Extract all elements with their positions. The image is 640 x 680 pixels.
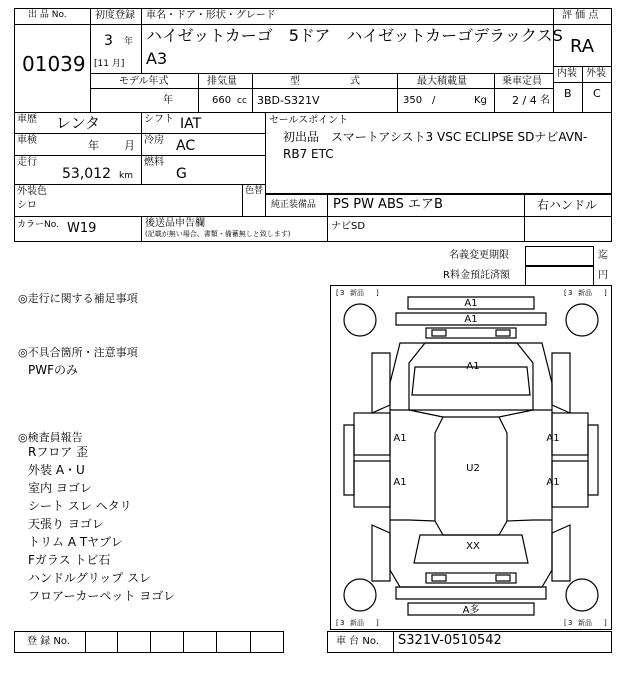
max-load-unit: Kg: [474, 95, 487, 106]
code-roof: U2: [466, 463, 480, 474]
capacity-value: 2 / 4: [512, 94, 537, 107]
first-reg-year: 3: [104, 33, 113, 49]
capacity-unit: 名: [540, 95, 550, 106]
code-rear-bumper: A多: [462, 605, 480, 616]
first-reg-month: [11 月]: [94, 59, 125, 69]
defects-label: ◎不具合箇所・注意事項: [18, 346, 138, 359]
shift-label: シフト: [144, 114, 174, 125]
exterior-score: C: [593, 87, 601, 100]
inspection-year-unit: 年: [88, 139, 99, 152]
tire-top-left-count: 3: [340, 289, 345, 297]
genuine-label: 純正装備品: [271, 200, 317, 210]
code-rear-glass: XX: [466, 541, 480, 552]
inspector-item: ハンドルグリップ スレ: [28, 571, 152, 585]
inspector-item: 室内 ヨゴレ: [28, 481, 92, 495]
year-unit: 年: [124, 37, 134, 47]
inspector-item: フロアーカーペット ヨゴレ: [28, 589, 176, 603]
svg-text:]: ]: [376, 619, 379, 627]
interior-score: B: [564, 87, 572, 100]
inspector-item: Rフロア 歪: [28, 445, 89, 459]
fuel-value: G: [176, 166, 187, 182]
reg-no-label: 登 録 No.: [27, 636, 70, 647]
inspector-item: トリム A Tヤブレ: [28, 535, 123, 549]
model-year-unit: 年: [163, 95, 173, 106]
history-value: レンタ: [56, 114, 101, 132]
interior-label: 内装: [557, 68, 577, 79]
color-no-box: [14, 216, 612, 242]
fuel-label: 燃料: [144, 157, 164, 168]
inspector-label: ◎検査員報告: [18, 431, 83, 444]
displacement-unit: cc: [237, 96, 247, 106]
mileage-unit: km: [119, 171, 133, 181]
inspection-label: 車検: [17, 135, 37, 146]
type-label-2: 式: [350, 76, 360, 87]
exterior-color-value: シロ: [17, 200, 37, 211]
code-right-rear-door: A1: [546, 477, 560, 488]
code-front-bumper: A1: [464, 298, 478, 309]
mileage-label: 走行: [17, 157, 37, 168]
svg-text:[: [: [564, 619, 567, 627]
recycle-unit: 円: [598, 270, 608, 281]
displacement-label: 排気量: [207, 76, 237, 87]
type-value: 3BD-S321V: [257, 94, 320, 107]
aftermarket-note: (記載が無い場合、書類・備蓄無しと致します): [145, 230, 291, 238]
aftermarket-label: 後送品申告欄: [145, 218, 205, 229]
inspector-item: シート スレ ヘタリ: [28, 499, 132, 513]
mileage-value: 53,012: [62, 166, 111, 182]
svg-text:[: [: [336, 289, 339, 297]
history-label: 車歴: [17, 114, 37, 125]
lot-number: 01039: [22, 52, 86, 76]
chassis-value: S321V-0510542: [398, 633, 502, 648]
tire-top-right-count: 3: [568, 289, 573, 297]
model-year-label: モデル年式: [119, 76, 169, 87]
ac-label: 冷房: [144, 135, 164, 146]
car-name-label: 車名・ドア・形状・グレード: [146, 10, 276, 21]
car-grade: A3: [146, 49, 168, 68]
ac-value: AC: [176, 138, 196, 154]
car-diagram: [330, 285, 612, 630]
code-left-front-door: A1: [393, 433, 407, 444]
inspection-month-unit: 月: [124, 139, 135, 152]
tire-bottom-left-unit: 新品: [350, 619, 364, 627]
name-change-field: [525, 246, 594, 266]
max-load-sep: /: [432, 95, 436, 106]
score-value: RA: [570, 36, 595, 57]
name-change-label: 名義変更期限: [449, 250, 509, 261]
tire-bottom-right-unit: 新品: [578, 619, 592, 627]
type-label: 型: [290, 76, 300, 87]
info-left-table: [14, 112, 266, 217]
max-load-value: 350: [403, 95, 423, 106]
svg-text:]: ]: [604, 619, 607, 627]
capacity-label: 乗車定員: [502, 76, 542, 87]
color-no-value: W19: [67, 221, 97, 236]
lot-label: 出 品 No.: [28, 10, 67, 20]
sales-point-label: セールスポイント: [269, 115, 349, 126]
tire-bottom-right-count: 3: [568, 619, 573, 627]
code-right-front-door: A1: [546, 433, 560, 444]
defects-value: PWFのみ: [28, 363, 79, 377]
car-name: ハイゼットカーゴ 5ドア ハイゼットカーゴデラックスS: [146, 26, 563, 45]
tire-bottom-left-count: 3: [340, 619, 345, 627]
color-no-label: カラーNo.: [17, 220, 59, 230]
color-change-label: 色替: [245, 186, 264, 196]
code-hood: A1: [466, 361, 480, 372]
name-change-unit: 迄: [598, 250, 608, 261]
accessory-value: ナビSD: [331, 221, 366, 232]
score-label: 評 価 点: [562, 10, 599, 21]
code-left-rear-door: A1: [393, 477, 407, 488]
sales-point-line-1: 初出品 スマートアシスト3 VSC ECLIPSE SDナビAVN-: [283, 130, 588, 144]
max-load-label: 最大積載量: [417, 76, 467, 87]
recycle-field: [525, 266, 594, 286]
exterior-color-label: 外装色: [17, 186, 47, 197]
svg-text:[: [: [336, 619, 339, 627]
inspector-item: 外装 A・U: [28, 463, 85, 477]
svg-text:]: ]: [376, 289, 379, 297]
svg-text:]: ]: [604, 289, 607, 297]
genuine-value: PS PW ABS エアB: [333, 197, 443, 212]
steering-value: 右ハンドル: [537, 198, 598, 212]
displacement-value: 660: [212, 95, 232, 106]
code-grille: A1: [464, 314, 478, 325]
exterior-label: 外装: [586, 68, 606, 79]
inspector-item: 天張り ヨゴレ: [28, 517, 104, 531]
inspector-item: Fガラス トビ石: [28, 553, 111, 567]
driving-notes-label: ◎走行に関する補足事項: [18, 292, 138, 305]
chassis-label: 車 台 No.: [336, 636, 379, 647]
recycle-label: R料金預託済額: [443, 270, 510, 281]
shift-value: IAT: [180, 116, 202, 132]
sales-point-line-2: RB7 ETC: [283, 147, 334, 161]
svg-text:[: [: [564, 289, 567, 297]
tire-top-left-unit: 新品: [350, 289, 364, 297]
tire-top-right-unit: 新品: [578, 289, 592, 297]
first-reg-label: 初度登録: [95, 10, 135, 21]
